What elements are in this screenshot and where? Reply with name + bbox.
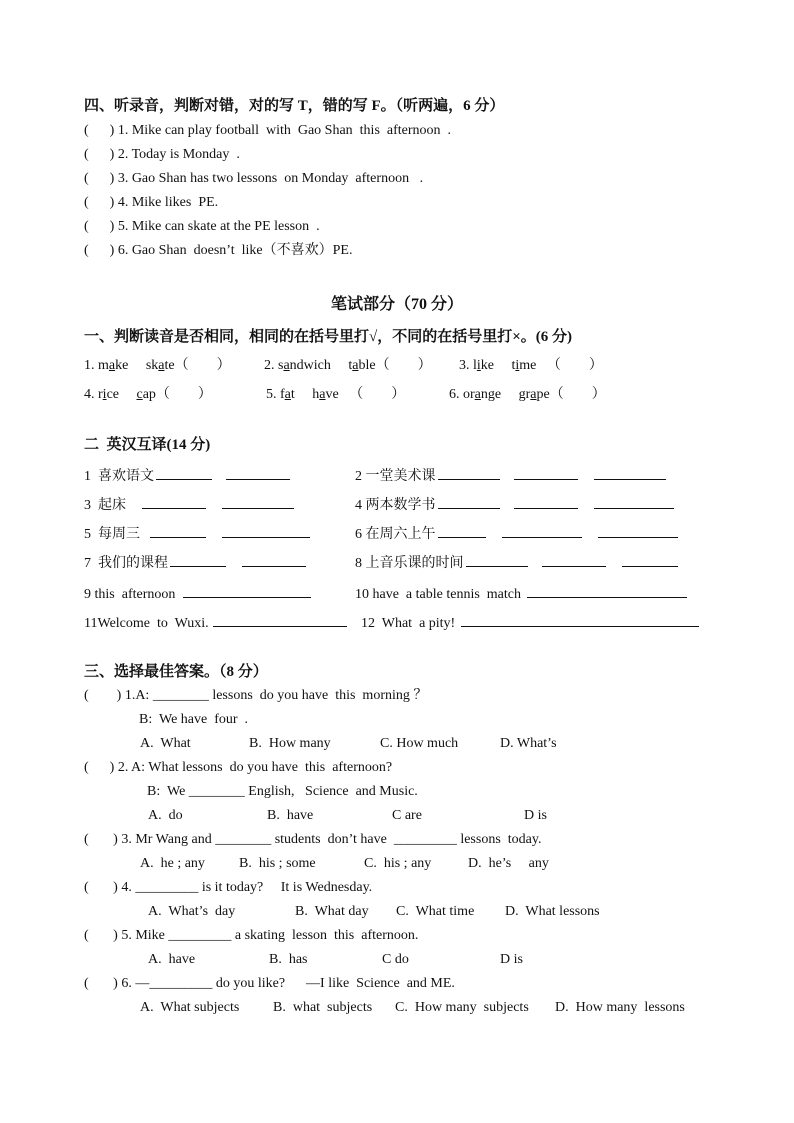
pron-item-5: 5. fat have （ ）	[266, 387, 406, 402]
listening-item-1: ( ) 1. Mike can play football with Gao Shan this afternoon .	[84, 123, 452, 138]
listening-item-5: ( ) 5. Mike can skate at the PE lesson .	[84, 219, 320, 234]
listening-title: 四、听录音，判断对错，对的写 T，错的写 F。（听两遍，6 分）	[84, 98, 505, 114]
choice-q6-opt-a: A. What subjects	[140, 1000, 240, 1015]
choice-q4: ( ) 4. _________ is it today? It is Wednesday.	[84, 880, 373, 895]
choice-q2-opt-b: B. have	[267, 808, 314, 823]
listening-item-4: ( ) 4. Mike likes PE.	[84, 195, 219, 210]
choice-q3-opt-d: D. he’s any	[468, 856, 549, 871]
listening-item-2: ( ) 2. Today is Monday .	[84, 147, 240, 162]
pronunciation-title: 一、判断读音是否相同，相同的在括号里打√，不同的在括号里打×。(6 分)	[84, 329, 573, 345]
pron-item-6: 6. orange grape（ ）	[449, 387, 606, 402]
trans-item-2: 2 一堂美术课	[355, 465, 666, 486]
choice-q3-opt-b: B. his ; some	[239, 856, 316, 871]
choice-q5-opt-d: D is	[500, 952, 523, 967]
choice-q4-opt-c: C. What time	[396, 904, 475, 919]
choice-q1-opt-b: B. How many	[249, 736, 331, 751]
trans-item-12: 12 What a pity!	[361, 612, 699, 633]
translation-title: 二 英汉互译(14 分)	[84, 437, 211, 453]
trans-item-11: 11Welcome to Wuxi.	[84, 612, 347, 633]
trans-item-4: 4 两本数学书	[355, 494, 674, 515]
trans-item-10: 10 have a table tennis match	[355, 583, 687, 604]
choice-q6-opt-b: B. what subjects	[273, 1000, 373, 1015]
choice-q2-opt-a: A. do	[148, 808, 183, 823]
trans-item-6: 6 在周六上午	[355, 523, 678, 544]
choice-title: 三、选择最佳答案。（8 分）	[84, 664, 268, 680]
trans-item-9: 9 this afternoon	[84, 583, 311, 604]
pron-item-4: 4. rice cap（ ）	[84, 387, 212, 402]
choice-q5-opt-a: A. have	[148, 952, 196, 967]
written-title: 笔试部分（70 分）	[330, 296, 463, 313]
choice-q4-opt-d: D. What lessons	[505, 904, 600, 919]
trans-item-5: 5 每周三	[84, 523, 310, 544]
choice-q1-b: B: We have four .	[139, 712, 249, 727]
choice-q1-opt-a: A. What	[140, 736, 191, 751]
listening-item-3: ( ) 3. Gao Shan has two lessons on Monday afternoon .	[84, 171, 424, 186]
pron-item-1: 1. make skate（ ）	[84, 358, 231, 373]
listening-item-6: ( ) 6. Gao Shan doesn’t like（不喜欢）PE.	[84, 243, 353, 258]
trans-item-1: 1 喜欢语文	[84, 465, 290, 486]
choice-q5-opt-c: C do	[382, 952, 409, 967]
choice-q2: ( ) 2. A: What lessons do you have this afternoon?	[84, 760, 393, 775]
choice-q3-opt-a: A. he ; any	[140, 856, 205, 871]
choice-q2-opt-c: C are	[392, 808, 422, 823]
pron-item-3: 3. like time （ ）	[459, 358, 603, 373]
choice-q4-opt-a: A. What’s day	[148, 904, 236, 919]
trans-item-8: 8 上音乐课的时间	[355, 552, 678, 573]
choice-q6: ( ) 6. —_________ do you like? —I like Science and ME.	[84, 976, 455, 991]
choice-q5-opt-b: B. has	[269, 952, 308, 967]
pron-item-2: 2. sandwich table（ ）	[264, 358, 432, 373]
choice-q1: ( ) 1.A: ________ lessons do you have this morning ？	[84, 688, 428, 703]
choice-q3: ( ) 3. Mr Wang and ________ students don’t have _________ lessons today.	[84, 832, 542, 847]
choice-q2-b: B: We ________ English, Science and Music.	[147, 784, 418, 799]
trans-item-7: 7 我们的课程	[84, 552, 306, 573]
choice-q4-opt-b: B. What day	[295, 904, 369, 919]
choice-q2-opt-d: D is	[524, 808, 547, 823]
choice-q3-opt-c: C. his ; any	[364, 856, 432, 871]
choice-q5: ( ) 5. Mike _________ a skating lesson this afternoon.	[84, 928, 419, 943]
choice-q1-opt-d: D. What’s	[500, 736, 557, 751]
choice-q6-opt-c: C. How many subjects	[395, 1000, 529, 1015]
choice-q6-opt-d: D. How many lessons	[555, 1000, 685, 1015]
trans-item-3: 3 起床	[84, 494, 294, 515]
choice-q1-opt-c: C. How much	[380, 736, 459, 751]
